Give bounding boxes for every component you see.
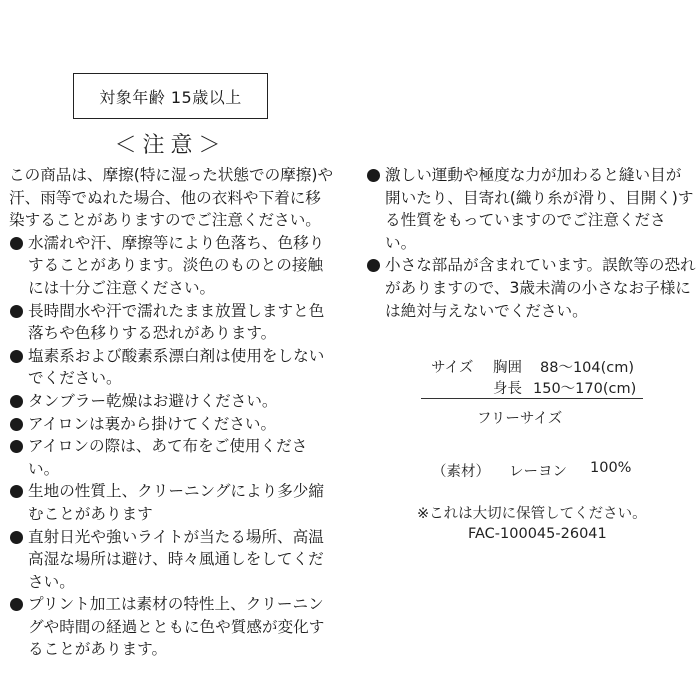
age-notice: 対象年齢 15歳以上	[99, 87, 242, 107]
material-label: （素材）	[432, 464, 490, 480]
caution-item: アイロンの際は、あて布をご使用ください。	[9, 435, 335, 480]
caution-item: 水濡れや汗、摩擦等により色落ち、色移りすることがあります。淡色のものとの接触には十分ご注意ください。	[9, 232, 335, 300]
keep-notice: ※これは大切に保管してください。	[417, 506, 647, 522]
intro-text: この商品は、摩擦(特に湿った状態での摩擦)や汗、雨等でぬれた場合、他の衣料や下着に移染することがありますのでご注意ください。	[9, 166, 334, 230]
caution-item: 長時間水や汗で濡れたまま放置しますと色落ちや色移りする恐れがあります。	[9, 300, 335, 345]
age-notice-box	[73, 73, 268, 119]
bullet-icon	[10, 598, 23, 611]
caution-title: ＜注意＞	[114, 133, 227, 158]
material-percent: 100%	[590, 460, 632, 476]
size-divider	[421, 398, 643, 399]
bullet-icon	[10, 305, 23, 318]
caution-item: タンブラー乾燥はお避けください。	[9, 390, 335, 413]
size-label: サイズ	[431, 360, 474, 376]
caution-item: 激しい運動や極度な力が加わると縫い目が開いたり、目寄れ(織り糸が滑り、目開く)する性質をもっていますのでご注意ください。	[366, 164, 696, 254]
height-label: 身長	[493, 381, 522, 397]
left-caution-column	[9, 164, 335, 661]
bullet-icon	[10, 485, 23, 498]
caution-item: プリント加工は素材の特性上、クリーニングや時間の経過とともに色や質感が変化することがあります。	[9, 593, 335, 661]
caution-item: 直射日光や強いライトが当たる場所、高温高湿な場所は避け、時々風通しをしてください。	[9, 526, 335, 594]
bullet-icon	[10, 350, 23, 363]
right-caution-column	[366, 164, 696, 322]
bullet-icon	[10, 237, 23, 250]
chest-label: 胸囲	[493, 360, 522, 376]
size-name: フリーサイズ	[477, 411, 563, 427]
material-fabric: レーヨン	[509, 464, 567, 480]
bullet-icon	[10, 531, 23, 544]
product-code: FAC-100045-26041	[468, 526, 607, 542]
caution-item: 小さな部品が含まれています。誤飲等の恐れがありますので、3歳未満の小さなお子様には絶対与えないでください。	[366, 254, 696, 322]
caution-item: アイロンは裏から掛けてください。	[9, 413, 335, 436]
bullet-icon	[10, 418, 23, 431]
caution-item: 塩素系および酸素系漂白剤は使用をしないでください。	[9, 345, 335, 390]
chest-value: 88〜104(cm)	[540, 360, 635, 376]
bullet-icon	[10, 395, 23, 408]
height-value: 150〜170(cm)	[533, 381, 637, 397]
bullet-icon	[367, 259, 380, 272]
bullet-icon	[10, 440, 23, 453]
bullet-icon	[367, 169, 380, 182]
caution-item: 生地の性質上、クリーニングにより多少縮むことがあります	[9, 480, 335, 525]
